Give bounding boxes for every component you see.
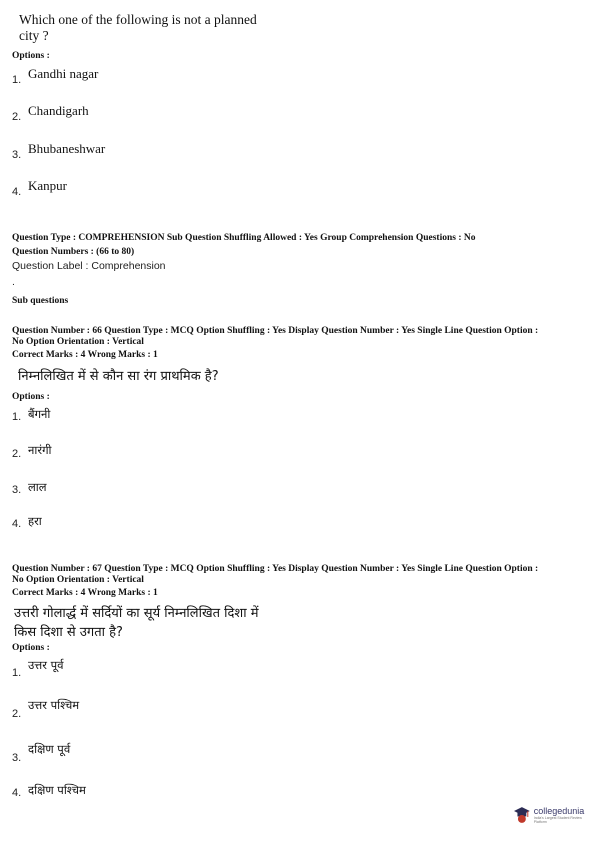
option-number: 1. [12, 667, 22, 679]
q67-meta-line2: No Option Orientation : Vertical [12, 575, 144, 585]
option-text: हरा [28, 514, 42, 528]
question-label-line: Question Label : Comprehension [12, 260, 166, 272]
option-number: 4. [12, 186, 22, 198]
q66-meta-line2: No Option Orientation : Vertical [12, 337, 144, 347]
option-text: उत्तर पूर्व [28, 658, 64, 672]
option-text: Kanpur [28, 178, 67, 193]
option-text: Gandhi nagar [28, 66, 99, 81]
q66-marks: Correct Marks : 4 Wrong Marks : 1 [12, 350, 158, 360]
option-text: Bhubaneshwar [28, 141, 106, 156]
option-number: 4. [12, 787, 22, 799]
q66-question-text: निम्नलिखित में से कौन सा रंग प्राथमिक है? [18, 369, 219, 384]
option-text: नारंगी [28, 443, 52, 457]
option-number: 1. [12, 74, 22, 86]
question-numbers-line: Question Numbers : (66 to 80) [12, 247, 135, 257]
collegedunia-logo [514, 806, 595, 824]
question-text-line1: Which one of the following is not a planned [19, 12, 257, 27]
option-number: 4. [12, 518, 22, 530]
logo-name: collegedunia [533, 806, 585, 816]
option-number: 3. [12, 149, 22, 161]
option-number: 2. [12, 111, 22, 123]
options-label: Options : [12, 643, 50, 653]
graduation-cap-icon [514, 806, 530, 824]
q67-meta-line1: Question Number : 67 Question Type : MCQ Option Shuffling : Yes Display Question Number : Yes Single Line Question Option : [12, 564, 539, 574]
question-text-line2: city ? [19, 28, 49, 43]
option-number: 2. [12, 708, 22, 720]
option-number: 2. [12, 448, 22, 460]
option-number: 3. [12, 752, 22, 764]
options-label: Options : [12, 392, 50, 402]
q67-question-text-line1: उत्तरी गोलार्द्ध में सर्दियों का सूर्य निम्नलिखित दिशा में [14, 606, 259, 621]
q67-marks: Correct Marks : 4 Wrong Marks : 1 [12, 588, 158, 598]
option-text: दक्षिण पश्चिम [28, 783, 86, 797]
option-text: दक्षिण पूर्व [28, 742, 71, 756]
q66-meta-line1: Question Number : 66 Question Type : MCQ Option Shuffling : Yes Display Question Number : Yes Single Line Question Option : [12, 326, 539, 336]
option-text: Chandigarh [28, 103, 89, 118]
q67-question-text-line2: किस दिशा से उगता है? [14, 625, 123, 640]
options-label: Options : [12, 51, 50, 61]
option-text: उत्तर पश्चिम [28, 698, 80, 712]
option-text: बैंगनी [28, 407, 51, 421]
dot: . [12, 276, 15, 288]
option-number: 1. [12, 411, 22, 423]
logo-tagline: India's Largest Student Review Platform [533, 816, 582, 824]
sub-questions-heading: Sub questions [12, 296, 69, 306]
option-text: लाल [28, 480, 47, 494]
comprehension-type-line: Question Type : COMPREHENSION Sub Question Shuffling Allowed : Yes Group Comprehension Questions : No [12, 233, 476, 243]
option-number: 3. [12, 484, 22, 496]
